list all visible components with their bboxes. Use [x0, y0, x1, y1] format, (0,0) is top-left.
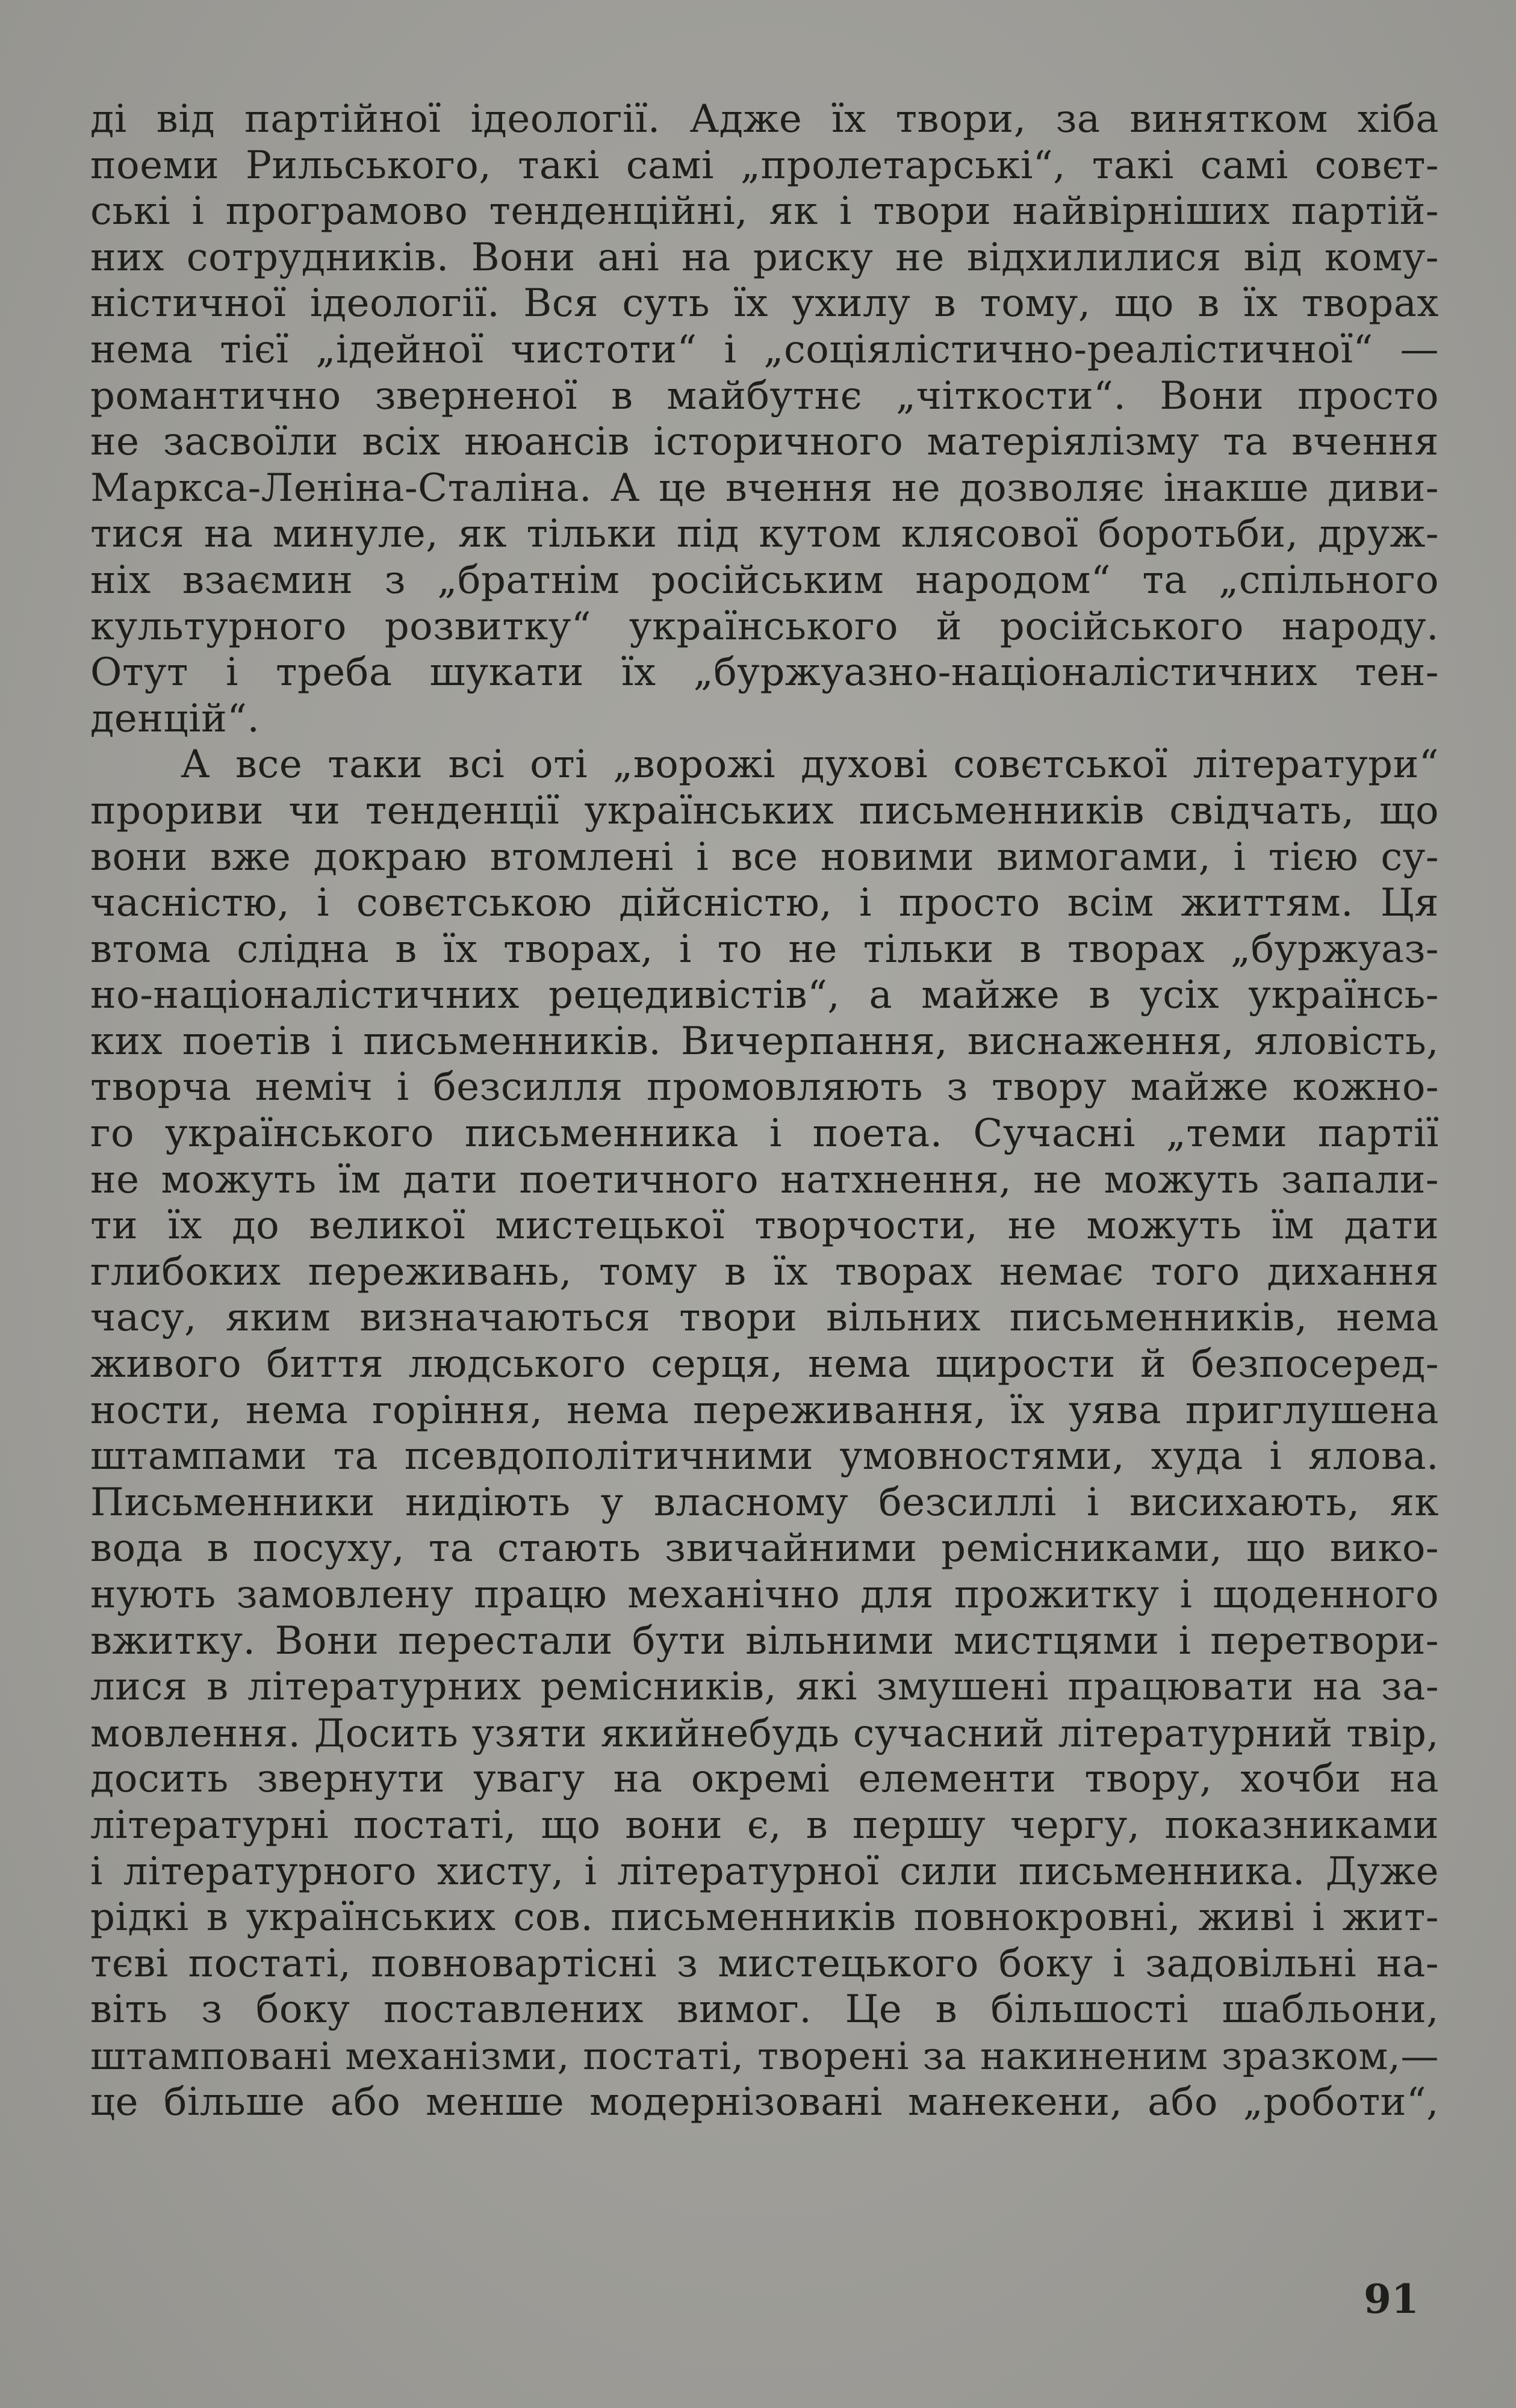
text-line: і літературного хисту, і літературної сили письменника. Дуже [90, 1849, 1439, 1894]
paragraph-2 [90, 742, 1439, 2125]
text-line: втома слідна в їх творах, і то не тільки в творах „буржуаз- [90, 926, 1439, 972]
text-line: ких поетів і письменників. Вичерпання, виснаження, яловість, [90, 1019, 1439, 1064]
text-line: літературні постаті, що вони є, в першу чергу, показниками [90, 1802, 1439, 1848]
text-line: досить звернути увагу на окремі елементи твору, хочби на [90, 1757, 1439, 1802]
text-line: вода в посуху, та стають звичайними ремісниками, що вико- [90, 1526, 1439, 1571]
text-line: глибоких переживань, тому в їх творах немає того дихання [90, 1249, 1439, 1294]
text-line: денцій“. [90, 696, 260, 741]
text-line: Маркса-Леніна-Сталіна. А це вчення не дозволяє інакше диви- [90, 465, 1439, 510]
text-line: поеми Рильського, такі самі „пролетарські“, такі самі совєт- [90, 143, 1439, 188]
text-line: ді від партійної ідеології. Адже їх твори, за винятком хіба [90, 97, 1439, 141]
text-line: ські і програмово тенденційні, як і твори найвірніших партій- [90, 189, 1439, 234]
text-line: ти їх до великої мистецької творчости, не можуть їм дати [90, 1203, 1439, 1249]
text-line: штамповані механізми, постаті, творені за накиненим зразком,— [90, 2033, 1439, 2078]
text-line: не можуть їм дати поетичного натхнення, не можуть запали- [90, 1157, 1439, 1202]
text-line: не засвоїли всіх нюансів історичного матеріялізму та вчення [90, 420, 1439, 465]
text-line: ністичної ідеології. Вся суть їх ухилу в тому, що в їх творах [90, 281, 1439, 326]
text-line: віть з боку поставлених вимог. Це в більшості шабльони, [90, 1987, 1439, 2032]
text-line: романтично зверненої в майбутнє „чіткости“. Вони просто [90, 373, 1439, 418]
text-line: культурного розвитку“ українського й російського народу. [90, 604, 1439, 649]
text-line: но-націоналістичних рецедивістів“, а майже в усіх українсь- [90, 973, 1439, 1018]
text-line: них сотрудників. Вони ані на риску не відхилилися від кому- [90, 235, 1439, 280]
text-line: вжитку. Вони перестали бути вільними мистцями і перетвори- [90, 1618, 1439, 1663]
text-line: Отут і треба шукати їх „буржуазно-націоналістичних тен- [90, 650, 1439, 695]
text-line: ніх взаємин з „братнім російським народом“ та „спільного [90, 557, 1439, 603]
text-line: нують замовлену працю механічно для прожитку і щоденного [90, 1572, 1439, 1617]
text-line: часу, яким визначаються твори вільних письменників, нема [90, 1296, 1439, 1341]
text-line: рідкі в українських сов. письменників повнокровні, живі і жит- [90, 1895, 1439, 1940]
text-line: А все таки всі оті „ворожі духові совєтської літератури“ [181, 742, 1439, 787]
text-line: лися в літературних ремісників, які змушені працювати на за- [90, 1665, 1439, 1710]
text-line: мовлення. Досить узяти якийнебудь сучасний літературний твір, [90, 1710, 1439, 1755]
text-line: штампами та псевдополітичними умовностями, худа і ялова. [90, 1434, 1439, 1479]
text-line: Письменники нидіють у власному безсиллі і висихають, як [90, 1480, 1439, 1525]
text-line: вони вже докраю втомлені і все новими вимогами, і тією су- [90, 834, 1439, 880]
text-line: ности, нема горіння, нема переживання, їх уява приглушена [90, 1388, 1439, 1433]
text-line: нема тієї „ідейної чистоти“ і „соціялістично-реалістичної“ — [90, 327, 1439, 372]
paragraph-1 [90, 96, 1439, 742]
text-line: часністю, і совєтською дійсністю, і просто всім життям. Ця [90, 881, 1439, 926]
text-line: прориви чи тенденції українських письменників свідчать, що [90, 788, 1439, 833]
text-line: творча неміч і безсилля промовляють з твору майже кожно- [90, 1065, 1439, 1110]
body-text [90, 96, 1439, 2125]
text-line: тєві постаті, повновартісні з мистецького боку і задовільні на- [90, 1941, 1439, 1986]
page-number: 91 [1364, 2276, 1419, 2323]
text-line: го українського письменника і поета. Сучасні „теми партії [90, 1111, 1439, 1156]
text-line: це більше або менше модернізовані манекени, або „роботи“, [90, 2079, 1439, 2124]
text-line: тися на минуле, як тільки під кутом клясової боротьби, друж- [90, 512, 1439, 557]
text-line: живого биття людського серця, нема щирости й безпосеред- [90, 1342, 1439, 1387]
